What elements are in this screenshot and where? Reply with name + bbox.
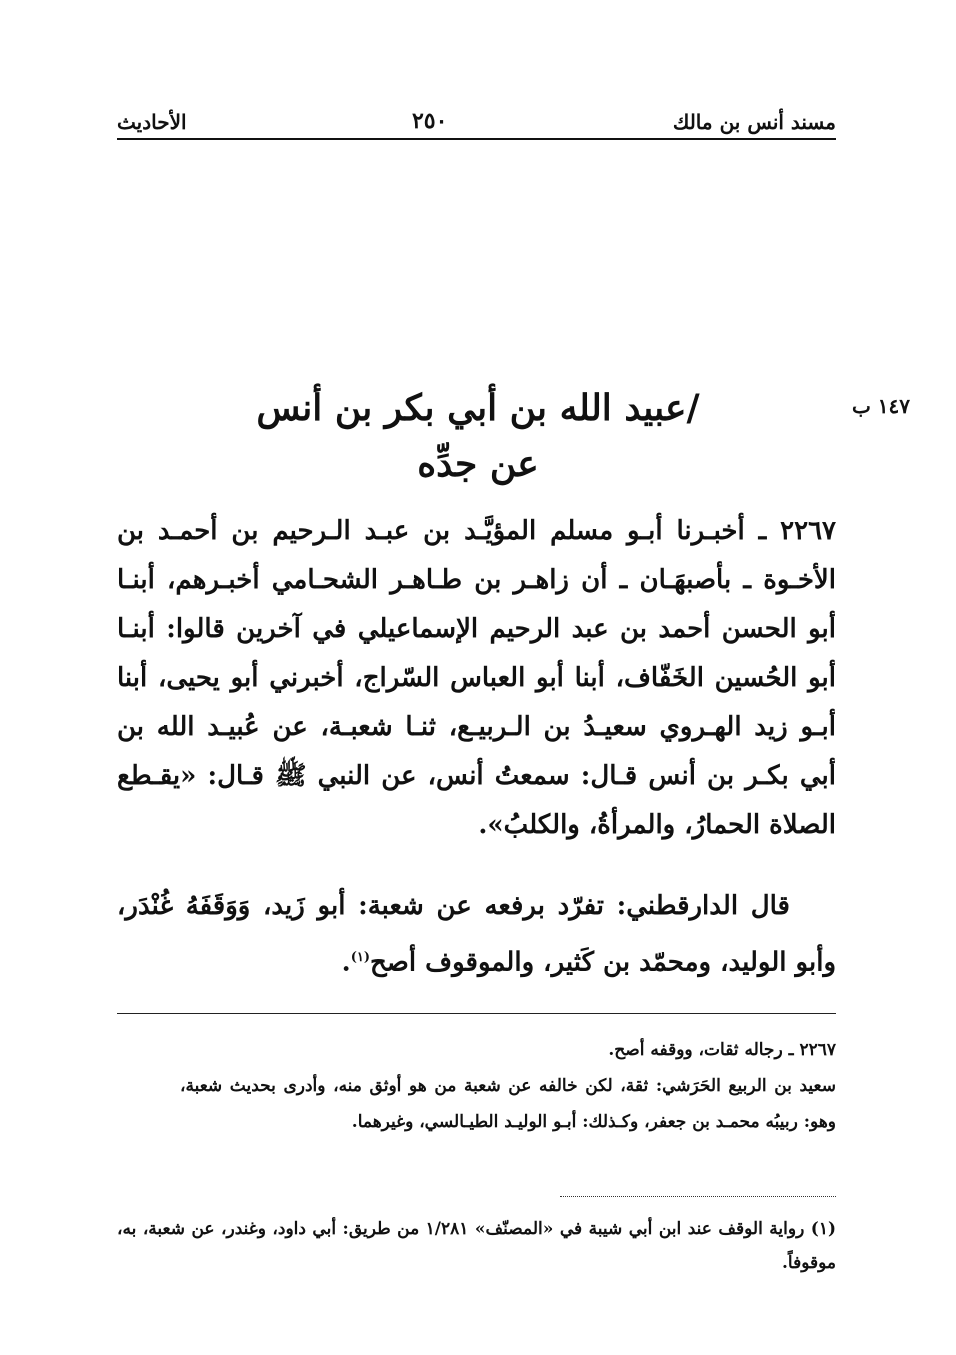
takhrij-note bbox=[180, 1032, 836, 1140]
chapter-title bbox=[220, 380, 736, 492]
commentary-paragraph bbox=[117, 880, 836, 989]
chapter-title-line-1: /عبيد الله بن أبي بكر بن أنس bbox=[256, 387, 700, 429]
chapter-title-line-2: عن جدِّه bbox=[417, 443, 539, 485]
header-book-title: مسند أنس بن مالك bbox=[672, 110, 836, 134]
header-page-number: ٢٥٠ bbox=[411, 108, 448, 134]
manuscript-folio-note: ١٤٧ ب bbox=[852, 394, 911, 418]
takhrij-line-1: ٢٢٦٧ ـ رجاله ثقات، ووقفه أصح. bbox=[608, 1040, 836, 1060]
running-header bbox=[117, 98, 836, 140]
commentary-end: . bbox=[341, 947, 351, 978]
header-section-title: الأحاديث bbox=[117, 110, 187, 134]
commentary-text: قال الدارقطني: تفرّد برفعه عن شعبة: أبو زَيد، وَوَقَفَهُ غُنْدَر، وأبو الوليد، ومحمّد بن كَثير، والموقوف أصح bbox=[117, 891, 836, 978]
hadith-text: ٢٢٦٧ ـ أخبـرنا أبـو مسلم المؤيَّـد بن عبـد الـرحيم بن أحمـد بن الأخـوة ـ بأصبهَـان ـ أن زاهـر بن طـاهـر الشحـامي أخبـرهم، أبنـا أبو الحسن أحمد بن عبد الرحيم الإسماعيلي في آخرين قالوا: أبنـا أبو الحُسين الخَفّاف، أبنا أبو العباس السّراج، أخبرني أبو يحيى، أبنا أبـو زيد الهـروي سعيـدُ بن الـربيـع، ثنـا شعبـة، عن عُبيـد الله بن أبي بكـر بن أنس قـال: سمعتُ أنس، عن النبي ﷺ قـال: «يقـطع الصلاة الحمارُ، والمرأةُ، والكلبُ». bbox=[117, 516, 836, 840]
section-divider bbox=[117, 1013, 836, 1014]
takhrij-line-2: سعيد بن الربيع الحَرَشي: ثقة، لكن خالفه عن شعبة من هو أوثق منه، وأدرى بحديث شعبة، وهو: ربيبُه محمـد بن جعفر، وكـذلك: أبـو الوليـد الطيـالسي، وغيرهما. bbox=[180, 1076, 836, 1132]
footnote-text: (١) رواية الوقف عند ابن أبي شيبة في «المصنّف» ١/٢٨١ من طريق: أبي داود، وغندر، عن شعبة، به، موقوفاً. bbox=[117, 1219, 836, 1273]
footnote-marker: (١) bbox=[350, 950, 371, 965]
footnote-divider bbox=[560, 1196, 836, 1197]
